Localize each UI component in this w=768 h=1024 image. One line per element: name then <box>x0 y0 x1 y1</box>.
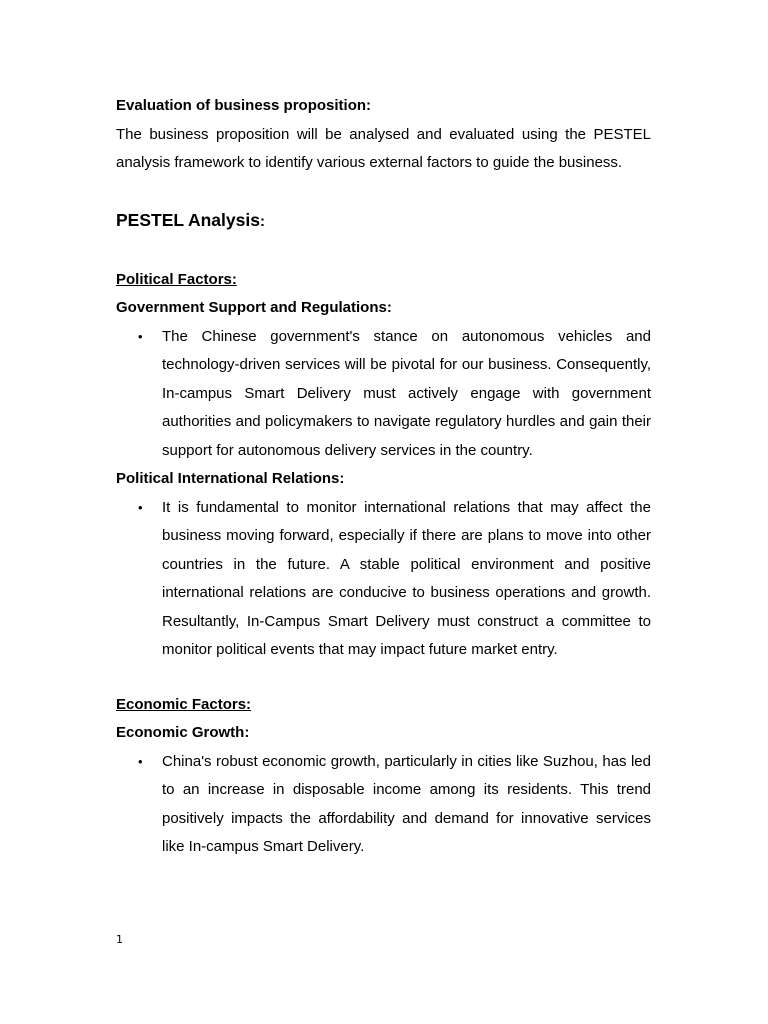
international-relations-text: It is fundamental to monitor international relations that may affect the business moving forward, especially if there are plans to move into other countries in the future. A stable political environment and positive international relations are conducive to business operations and growth. Resultantly, In-Campus Smart Delivery must construct a committee to monitor political events that may impact future market entry. <box>162 498 651 658</box>
stray-mark-row <box>116 236 651 266</box>
spacer <box>116 178 651 206</box>
economic-factors-heading: Economic Factors: <box>116 695 252 713</box>
list-item <box>116 323 651 466</box>
document-page <box>116 92 651 862</box>
evaluation-paragraph: The business proposition will be analysed and evaluated using the PESTEL analysis framework to identify various external factors to guide the business. <box>116 125 651 171</box>
bullet-icon: • <box>138 753 143 769</box>
evaluation-heading: Evaluation of business proposition: <box>116 97 372 114</box>
political-factors-heading: Political Factors: <box>116 270 237 288</box>
page-number: 1 <box>116 933 123 946</box>
list-item <box>116 748 651 862</box>
list-item <box>116 494 651 665</box>
international-relations-heading: Political International Relations: <box>116 470 345 487</box>
spacer <box>116 665 651 691</box>
government-support-heading: Government Support and Regulations: <box>116 299 392 316</box>
economic-growth-heading: Economic Growth: <box>116 724 250 741</box>
stray-mark: . <box>116 242 117 247</box>
pestel-colon: : <box>259 212 265 230</box>
pestel-title: PESTEL Analysis <box>116 209 260 230</box>
government-support-text: The Chinese government's stance on autonomous vehicles and technology-driven services will be pivotal for our business. Consequently, In-campus Smart Delivery must actively engage with government authorities and policymakers to navigate regulatory hurdles and gain their support for autonomous delivery services in the country. <box>162 327 651 459</box>
bullet-icon: • <box>138 328 143 344</box>
bullet-icon: • <box>138 499 143 515</box>
pestel-analysis-heading <box>116 206 651 236</box>
economic-growth-text: China's robust economic growth, particularly in cities like Suzhou, has led to an increase in disposable income among its residents. This trend positively impacts the affordability and demand for innovative services like In-campus Smart Delivery. <box>162 752 651 855</box>
